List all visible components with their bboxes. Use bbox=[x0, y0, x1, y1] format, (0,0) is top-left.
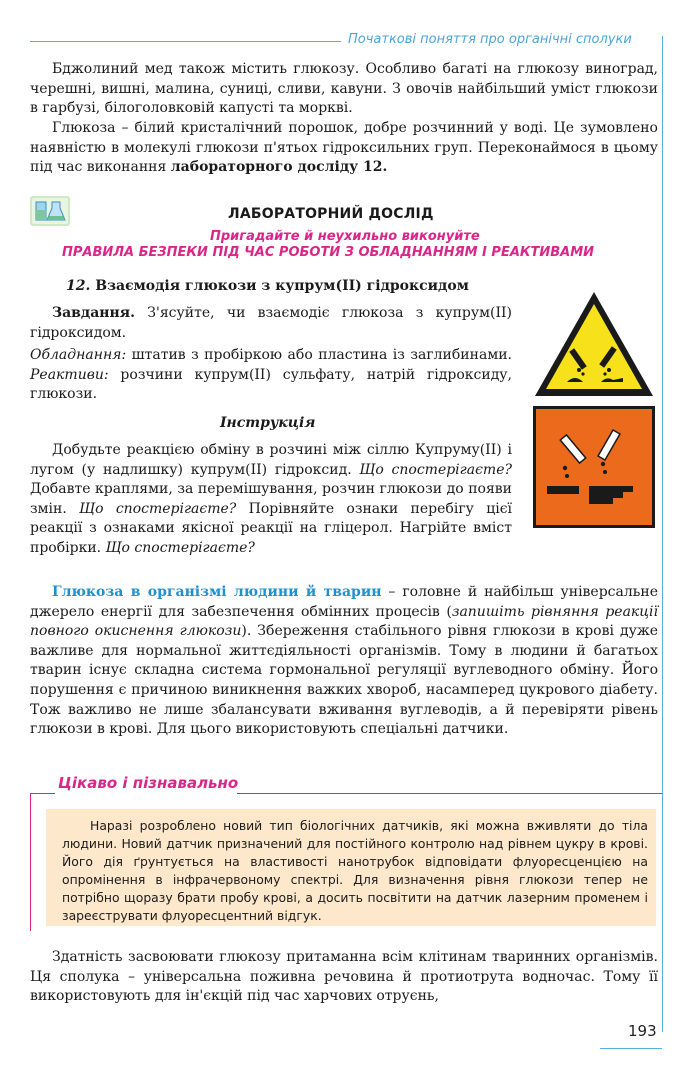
margin-rule bbox=[662, 42, 663, 1032]
header-rule bbox=[30, 41, 341, 42]
body-paragraph: Глюкоза в організмі людини й тварин – головне й найбільш універсальне джерело енергії для забезпечення обмінних процесів (запишіть рівняння реакції повного окиснення глюкози). Збереження стабільного рівня глюкози в крові дуже важливе для нормальної життєдіяльності організмів. Тому в людини й багатьох тварин існує складна система гормональної регуляції вуглеводного обміну. Його порушення є причиною виникнення важких хвороб, насамперед цукрового діабету. Тож важливо не лише збалансувати вживання вуглеводів, а й перевіряти рівень глюкози в крові. Для цього використовують спеціальні датчики. bbox=[30, 584, 659, 738]
lab-flasks-icon bbox=[30, 196, 70, 226]
interesting-rule-left bbox=[30, 793, 55, 794]
equipment-paragraph: Обладнання: штатив з пробіркою або пластина із заглибинами. Реактиви: розчини купрум(ІІ) сульфату, натрій гідроксиду, глюкози. bbox=[30, 347, 512, 403]
safety-reminder: Пригадайте й неухильно виконуйте bbox=[210, 229, 480, 244]
closing-paragraph: Здатність засвоювати глюкозу притаманна всім клітинам тваринних організмів. Ця сполука – універсальна поживна речовина й протиотрута водночас. Тому її використовують для ін'єкцій під час харчових отруєнь, bbox=[30, 949, 658, 1005]
interesting-rule-right bbox=[237, 793, 662, 794]
corrosive-warning-icon bbox=[533, 290, 655, 398]
running-title: Початкові поняття про органічні сполуки bbox=[348, 32, 632, 47]
instruction-heading: Інструкція bbox=[220, 415, 316, 431]
safety-rules-heading: ПРАВИЛА БЕЗПЕКИ ПІД ЧАС РОБОТИ З ОБЛАДНАННЯМ І РЕАКТИВАМИ bbox=[62, 245, 595, 260]
page-number: 193 bbox=[628, 1022, 657, 1040]
intro-paragraph-2: Глюкоза – білий кристалічний порошок, добре розчинний у воді. Це зумовлено наявністю в молекулі глюкози п'ятьох гідроксильних груп. Переконаймося в цьому під час виконання лабораторного досліду 12. bbox=[30, 120, 658, 176]
task-paragraph: Завдання. З'ясуйте, чи взаємодіє глюкоза з купрум(ІІ) гідроксидом. bbox=[30, 305, 512, 341]
corrosive-hazard-icon bbox=[533, 406, 655, 528]
page-number-rule bbox=[600, 1048, 662, 1049]
interesting-rule-vertical bbox=[30, 793, 31, 931]
interesting-title: Цікаво і пізнавально bbox=[58, 774, 239, 792]
experiment-title: 12. Взаємодія глюкози з купрум(ІІ) гідроксидом bbox=[66, 278, 469, 294]
lab-title: ЛАБОРАТОРНИЙ ДОСЛІД bbox=[228, 206, 434, 222]
instruction-paragraph: Добудьте реакцією обміну в розчині між сіллю Купруму(ІІ) і лугом (у надлишку) купрум(ІІ) гідроксид. Що спостерігаєте? Добавте краплями, за перемішування, розчин глюкози до появи змін. Що спостерігаєте? Порівняйте ознаки перебігу цієї реакції з ознаками якісної реакції на гліцерол. Нагрійте вміст пробірки. Що спостерігаєте? bbox=[30, 442, 513, 556]
interesting-text: Наразі розроблено новий тип біологічних датчиків, які можна вживляти до тіла людини. Новий датчик призначений для постійного контролю над рівнем цукру в крові. Його дія ґрунтується на властивості нанотрубок відповідати флуоресценцією на опромінення в інфрачервоному спектрі. Для визначення рівня глюкози тепер не потрібно щоразу брати пробу крові, а досить посвітити на датчик лазерним променем і зареєструвати флуоресцентний відгук. bbox=[62, 818, 648, 923]
intro-paragraph-1: Бджолиний мед також містить глюкозу. Особливо багаті на глюкозу виноград, черешні, вишні, малина, суниці, сливи, кавуни. З овочів найбільший уміст глюкози в гарбузі, білоголовковій капусті та моркві. bbox=[30, 61, 658, 117]
